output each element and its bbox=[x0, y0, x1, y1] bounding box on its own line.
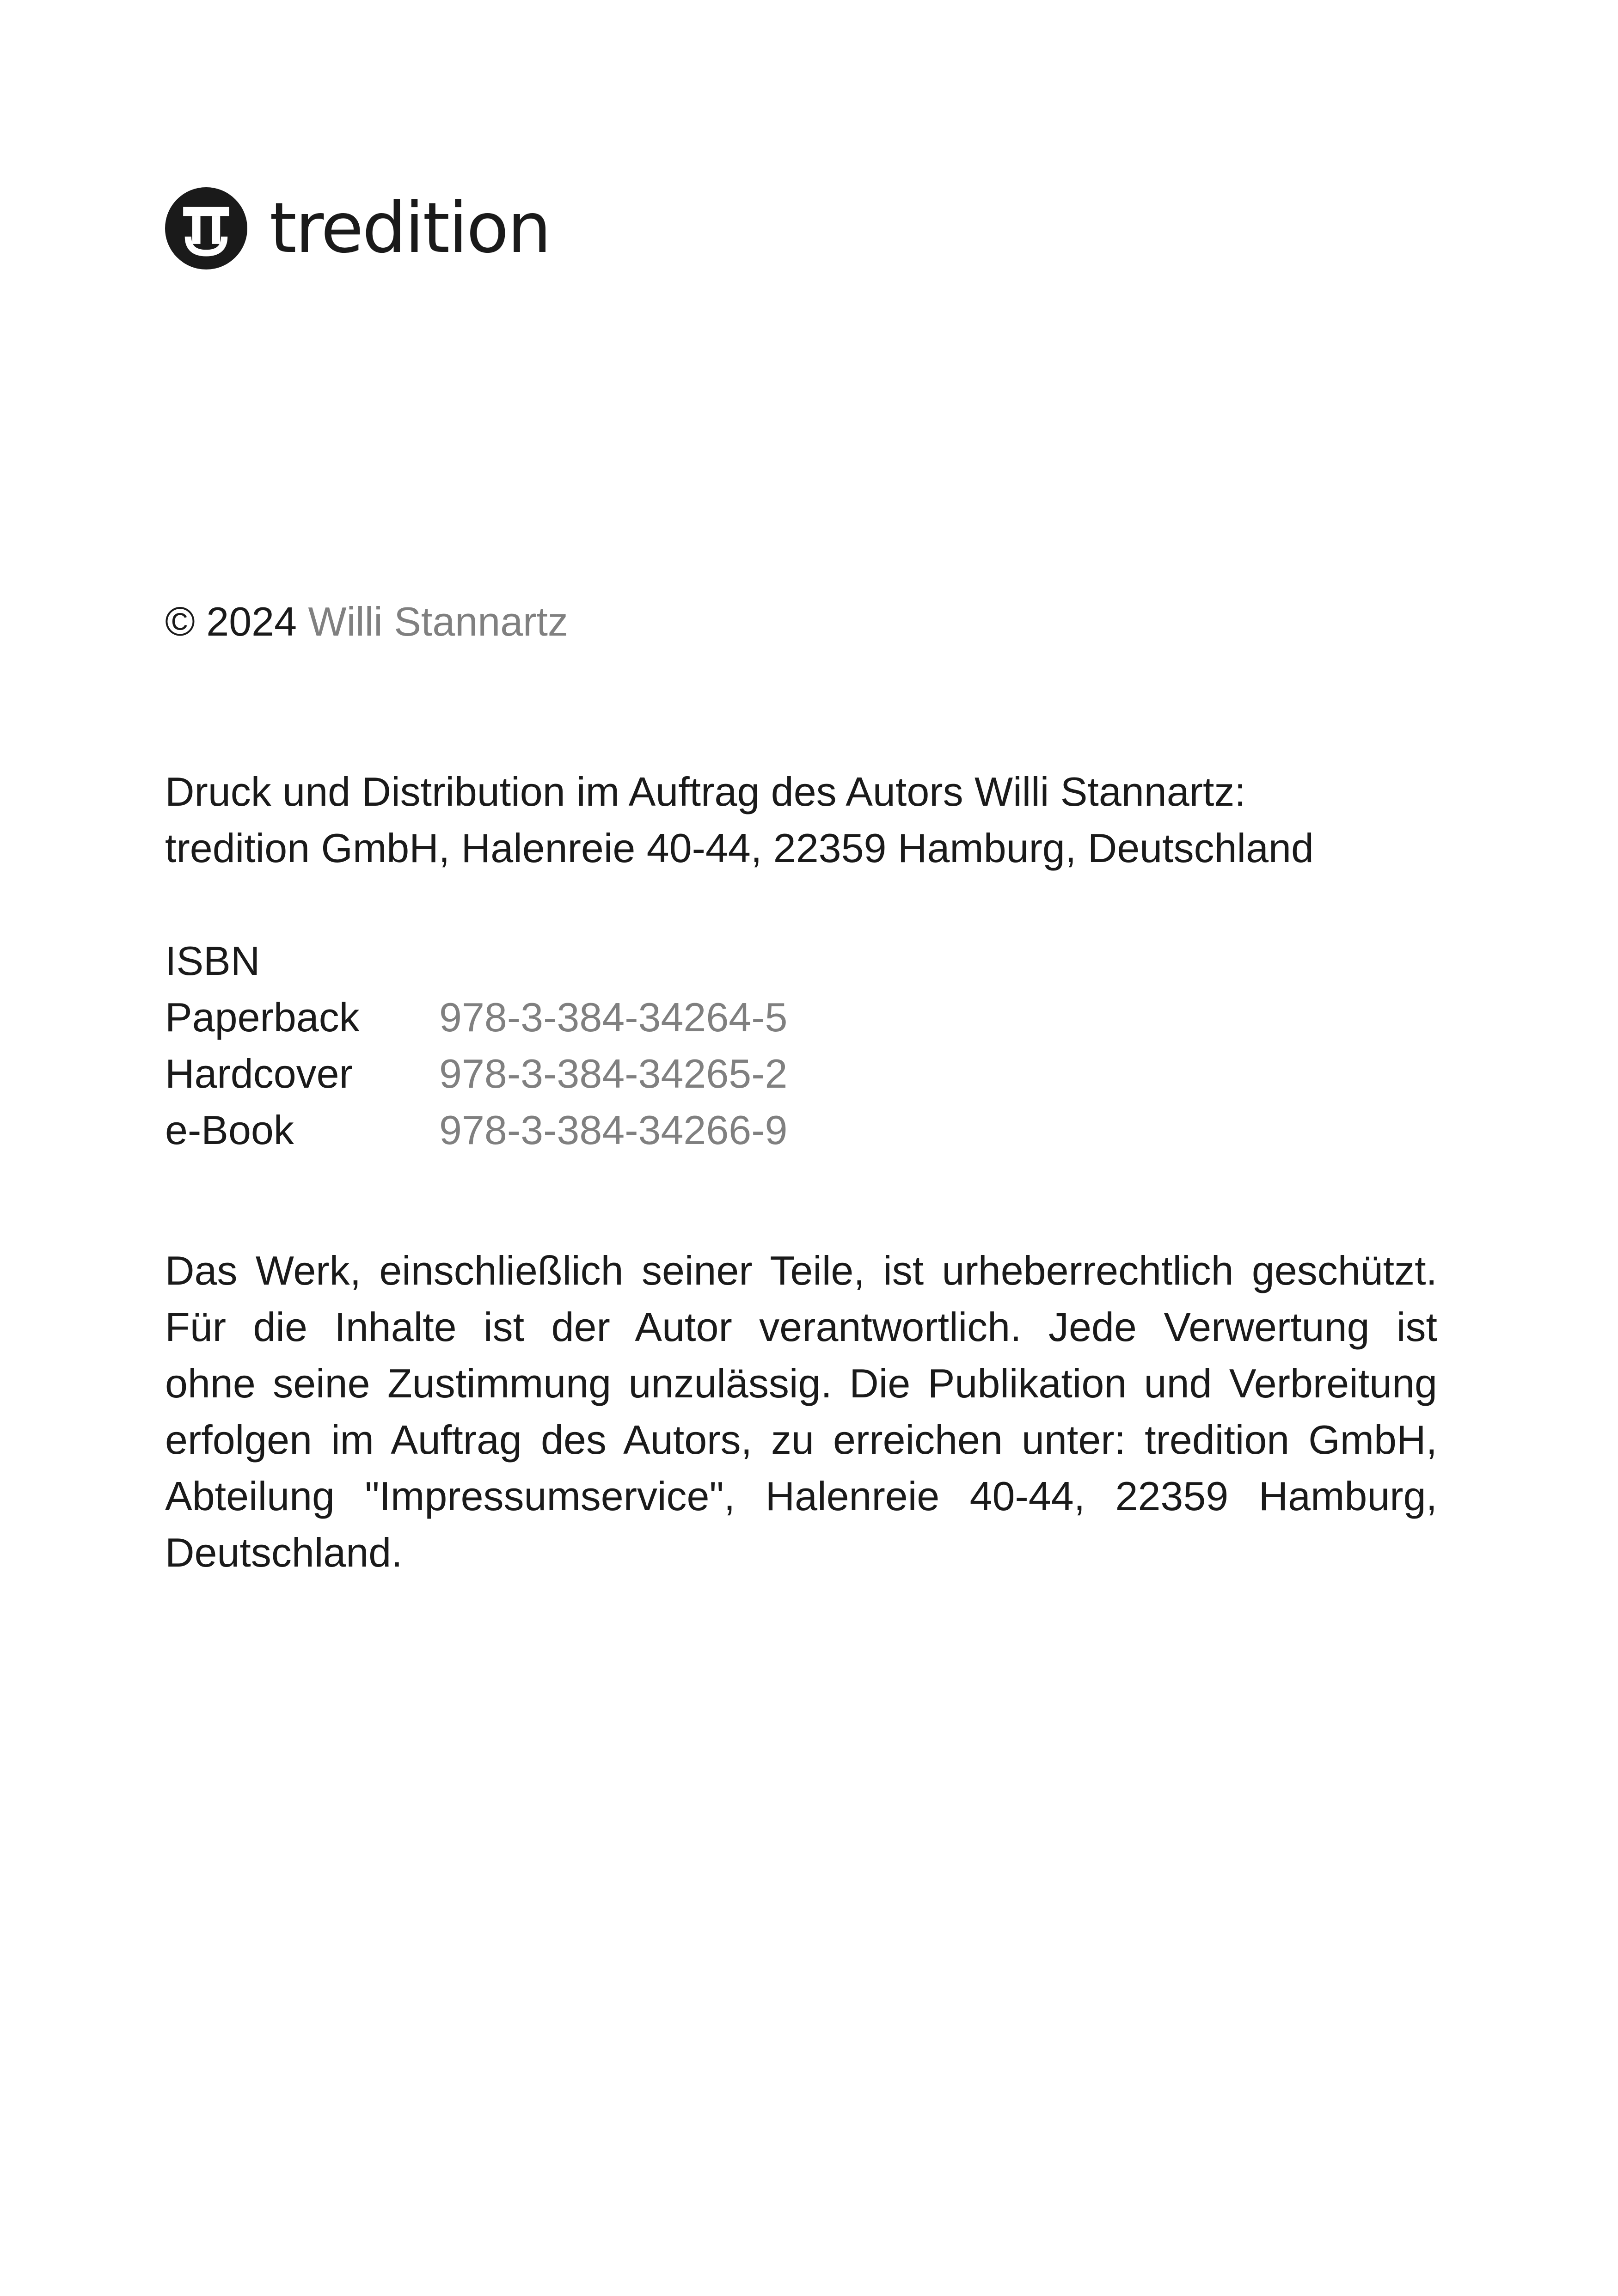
isbn-row-ebook bbox=[165, 1102, 787, 1158]
isbn-heading: ISBN bbox=[165, 938, 260, 984]
isbn-label: Hardcover bbox=[165, 1051, 353, 1096]
printing-notice-line: tredition GmbH, Halenreie 40-44, 22359 Hamburg, Deutschland bbox=[165, 825, 1314, 871]
isbn-label: e-Book bbox=[165, 1107, 294, 1153]
legal-notice bbox=[165, 1243, 1437, 1581]
isbn-row-hardcover bbox=[165, 1046, 787, 1102]
legal-notice-line: Deutschland. bbox=[165, 1530, 403, 1575]
publisher-wordmark: tredition bbox=[270, 188, 550, 269]
isbn-number: 978-3-384-34265-2 bbox=[439, 1051, 788, 1096]
copyright-year: © 2024 bbox=[165, 599, 297, 644]
copyright-author: Willi Stannartz bbox=[308, 599, 568, 644]
isbn-number: 978-3-384-34264-5 bbox=[439, 994, 788, 1040]
printing-notice-line: Druck und Distribution im Auftrag des Autors Willi Stannartz: bbox=[165, 769, 1246, 814]
printing-notice bbox=[165, 764, 1314, 876]
isbn-list bbox=[165, 989, 787, 1158]
legal-notice-line: Abteilung "Impressumservice", Halenreie 40-44, 22359 Hamburg, bbox=[165, 1473, 1437, 1519]
tredition-logo-icon bbox=[165, 187, 247, 269]
legal-notice-line: Für die Inhalte ist der Autor verantwortlich. Jede Verwertung ist bbox=[165, 1304, 1437, 1350]
legal-notice-line: Das Werk, einschließlich seiner Teile, ist urheberrechtlich geschützt. bbox=[165, 1248, 1437, 1293]
isbn-number: 978-3-384-34266-9 bbox=[439, 1107, 788, 1153]
publisher-logo bbox=[165, 187, 550, 270]
legal-notice-line: ohne seine Zustimmung unzulässig. Die Publikation und Verbreitung bbox=[165, 1360, 1437, 1406]
isbn-label: Paperback bbox=[165, 994, 360, 1040]
isbn-row-paperback bbox=[165, 989, 787, 1046]
copyright-line bbox=[165, 594, 568, 650]
legal-notice-line: erfolgen im Auftrag des Autors, zu erreichen unter: tredition GmbH, bbox=[165, 1417, 1437, 1463]
